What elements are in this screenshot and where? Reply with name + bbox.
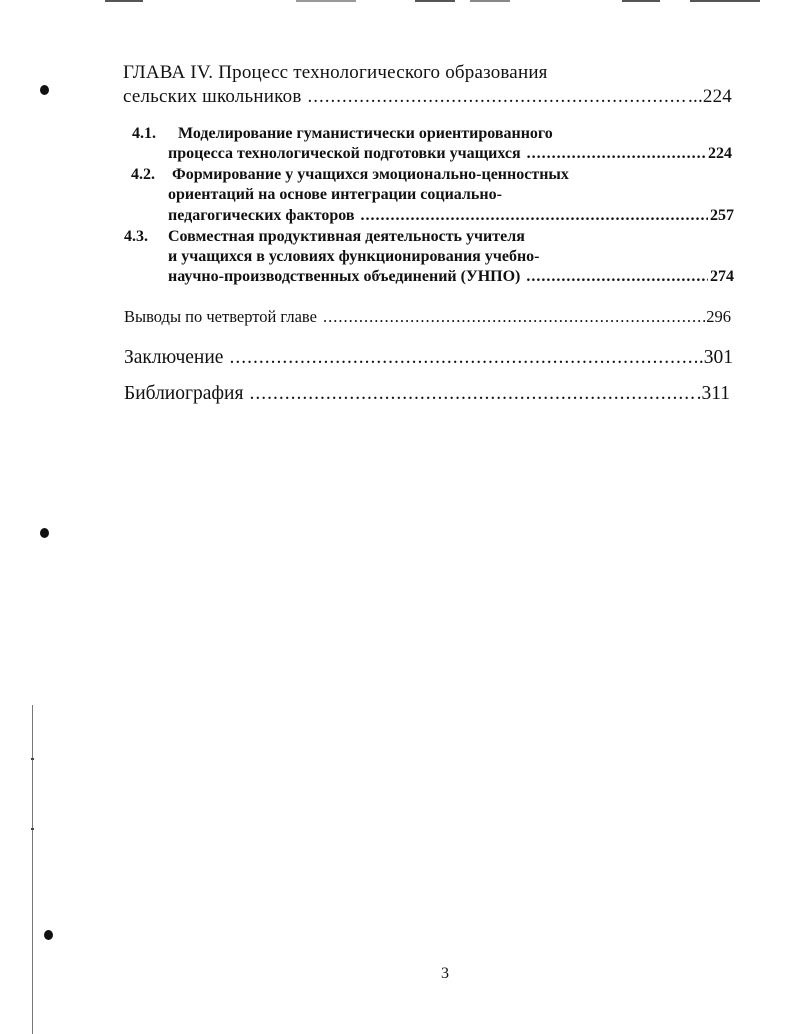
margin-line: [32, 705, 33, 1034]
scan-edge-mark: [296, 0, 356, 2]
section-title: Совместная продуктивная деятельность учителя: [168, 228, 525, 245]
scan-edge-mark: [690, 0, 760, 2]
scan-edge-mark: [105, 0, 143, 2]
dot-leader: [229, 347, 696, 369]
section-title: педагогических факторов: [168, 207, 355, 224]
section-title: научно-производственных объединений (УНПО): [168, 268, 521, 285]
section-title: ориентаций на основе интеграции социально-: [168, 186, 502, 203]
page-ref: ...224: [688, 86, 732, 107]
dot-leader: [527, 145, 706, 163]
scan-edge-mark: [470, 0, 510, 2]
page-ref: 257: [710, 207, 734, 224]
binder-hole-icon: [44, 930, 53, 940]
section-title: процесса технологической подготовки учащихся: [168, 145, 521, 162]
chapter-title-line2: сельских школьников: [123, 86, 302, 107]
page-ref: .301: [698, 347, 733, 368]
binder-hole-icon: [40, 528, 49, 538]
page-ref: 274: [710, 268, 734, 285]
section-4-3-line2: [168, 248, 540, 266]
toc-entry-4-2[interactable]: [168, 207, 734, 225]
final-label: Заключение: [124, 347, 224, 368]
section-number: 4.2.: [131, 166, 155, 183]
section-4-3-line1[interactable]: [124, 228, 525, 246]
section-title: Моделирование гуманистически ориентированного: [178, 125, 553, 142]
dot-leader: [249, 383, 694, 405]
dot-leader: [361, 207, 709, 225]
margin-tick: [31, 828, 34, 830]
chapter-title-text: ГЛАВА IV. Процесс технологического образования: [123, 62, 548, 83]
section-number: 4.1.: [132, 125, 156, 142]
toc-entry-4-3[interactable]: [168, 268, 734, 286]
toc-entry-conclusions[interactable]: [124, 307, 731, 327]
section-4-2-line2: [168, 186, 502, 204]
page-ref: .311: [696, 383, 730, 404]
dot-leader: [323, 307, 700, 327]
section-4-1-line1[interactable]: [132, 125, 553, 143]
section-title: Формирование у учащихся эмоционально-ценностных: [172, 166, 569, 183]
margin-tick: [31, 758, 34, 760]
page-ref: .296: [702, 307, 731, 326]
dot-leader: [526, 268, 708, 286]
chapter-title-line1: [123, 62, 548, 84]
page-number: 3: [441, 965, 449, 982]
bibliography-label: Библиография: [124, 383, 244, 404]
dot-leader: [308, 86, 687, 108]
page-ref: 224: [708, 145, 732, 162]
section-4-2-line1[interactable]: [131, 166, 569, 184]
scan-edge-mark: [415, 0, 455, 2]
toc-entry-bibliography[interactable]: [124, 383, 730, 405]
binder-hole-icon: [40, 85, 49, 95]
toc-entry-4-1[interactable]: [168, 145, 732, 163]
section-title: и учащихся в условиях функционирования учебно-: [168, 248, 540, 265]
toc-entry-chapter[interactable]: [123, 86, 732, 108]
toc-entry-final[interactable]: [124, 347, 733, 369]
conclusions-label: Выводы по четвертой главе: [124, 307, 317, 326]
scan-edge-mark: [622, 0, 660, 2]
section-number: 4.3.: [124, 228, 148, 245]
